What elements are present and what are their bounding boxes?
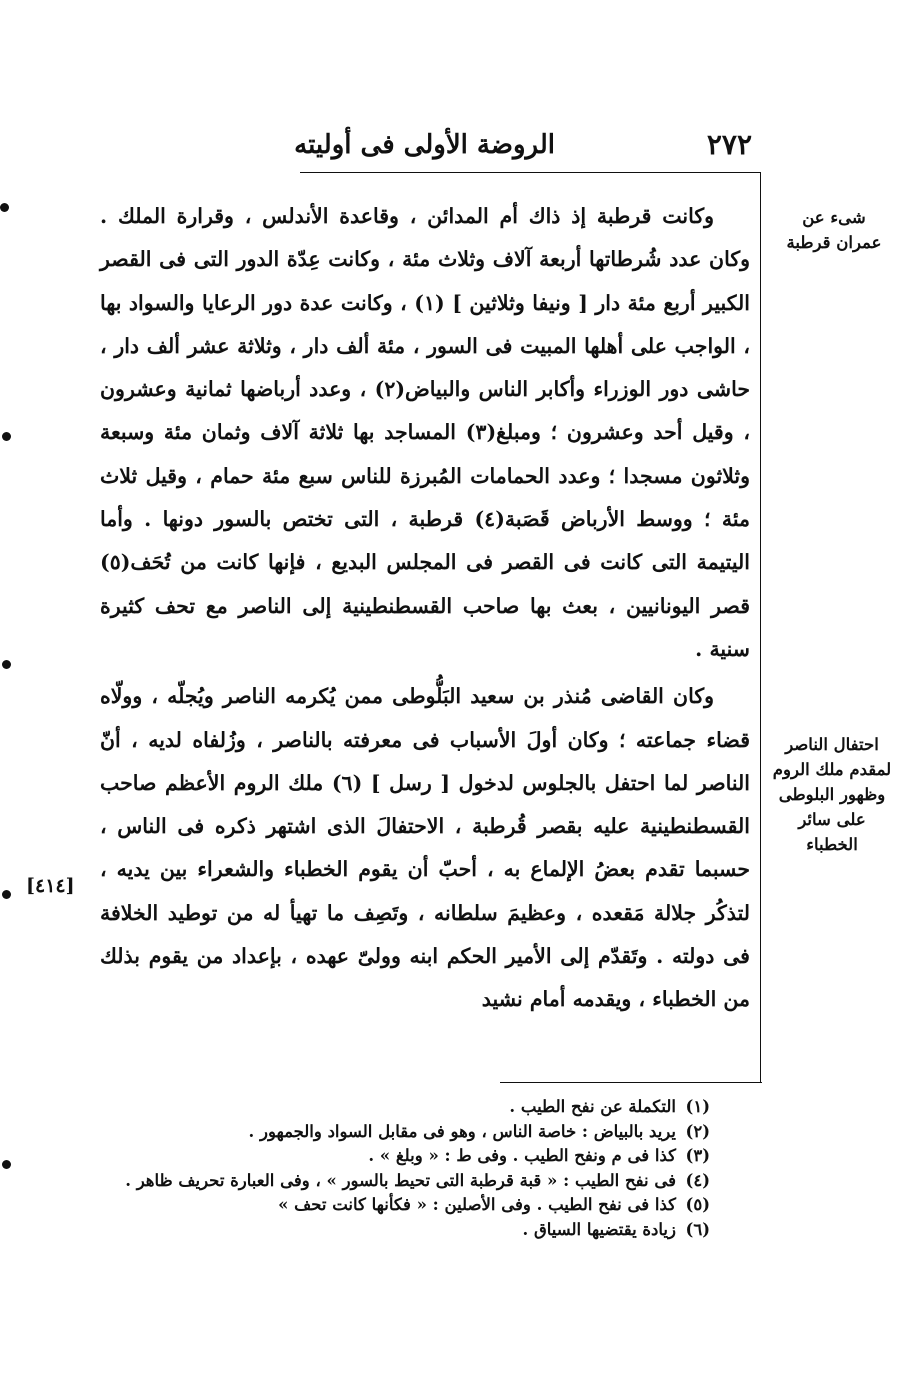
manuscript-page-ref: [٤١٤] <box>26 875 75 897</box>
paragraph: وكان القاضى مُنذر بن سعيد البَلُّوطى ممن يُكرمه الناصر ويُجلّه ، وولّاه قضاء جماعته ؛ وكان أولَ الأسباب فى معرفته بالناصر ، وزُلفاه لديه ، أنّ الناصر لما احتفل بالجلوس لدخول [ رسل ] (٦) ملك الروم الأعظم صاحب القسطنطينية عليه بقصر قُرطبة ، الاحتفالَ الذى اشتهر ذكره فى الناس ، حسبما تقدم بعضُ الإلماع به ، أحبّ أن يقوم الخطباء والشعراء بين يديه ، لتذكُر جلالة مَقعده ، وعظيمَ سلطانه ، وتَصِف ما تهيأ له من توطيد الخلافة فى دولته . وتَقدّم إلى الأمير الحكم ابنه وولىّ عهده ، بإعداد من يقوم بذلك من الخطباء ، ويقدمه أمام نشيد <box>100 684 750 1012</box>
header-rule <box>300 172 760 173</box>
paragraph: وكانت قرطبة إذ ذاك أم المدائن ، وقاعدة الأندلس ، وقرارة الملك . وكان عدد شُرطاتها أربعة آلاف وثلاث مئة ، وكانت عِدّة الدور التى فى القصر الكبير أربع مئة دار [ ونيفا وثلاثين ] (١) ، وكانت عدة دور الرعايا والسواد بها ، الواجب على أهلها المبيت فى السور ، مئة ألف دار ، وثلاثة عشر ألف دار ، حاشى دور الوزراء وأكابر الناس والبياض(٢) ، وعدد أرباضها ثمانية وعشرون ، وقيل أحد وعشرون ؛ ومبلغ(٣) المساجد بها ثلاثة آلاف وثمان مئة وسبعة وثلاثون مسجدا ؛ وعدد الحمامات المُبرزة للناس سبع مئة حمام ، وقيل ثلاث مئة ؛ ووسط الأرباض قَصَبة(٤) قرطبة ، التى تختص بالسور دونها . وأما اليتيمة التى كانت فى القصر فى المجلس البديع ، فإنها كانت من تُحَف(٥) قصر اليونانيين ، بعث بها صاحب القسطنطينية إلى الناصر مع تحف كثيرة سنية . <box>100 204 751 661</box>
footnote-number: (٦) <box>685 1219 710 1239</box>
footnote-text: التكملة عن نفح الطيب . <box>509 1097 676 1116</box>
binding-hole <box>0 203 9 212</box>
binding-hole <box>2 432 11 441</box>
footnote-rule <box>500 1082 762 1083</box>
margin-rule <box>760 172 761 1082</box>
footnote-text: كذا فى م ونفح الطيب . وفى ط : « وبلغ » . <box>368 1146 676 1166</box>
footnote <box>180 1095 710 1120</box>
body-text <box>100 195 750 1022</box>
footnote-number: (٥) <box>685 1195 710 1215</box>
binding-hole <box>2 890 11 899</box>
footnote <box>180 1218 710 1243</box>
footnote-number: (٤) <box>685 1170 710 1190</box>
running-title: الروضة الأولى فى أوليته <box>294 130 555 160</box>
margin-note-cordoba: شىء عن عمران قرطبة <box>786 208 882 252</box>
running-head <box>294 128 760 168</box>
footnote-text: زيادة يقتضيها السياق . <box>522 1219 676 1239</box>
margin-note-celebration: احتفال الناصر لمقدم ملك الروم وظهور البلوطى على سائر الخطباء <box>772 735 892 854</box>
footnotes <box>125 1095 710 1243</box>
footnote <box>180 1144 710 1169</box>
footnote-number: (٣) <box>685 1146 710 1166</box>
binding-hole <box>2 660 11 669</box>
footnote-text: كذا فى نفح الطيب . وفى الأصلين : « فكأنها كانت تحف » <box>278 1195 676 1215</box>
footnote-text: فى نفح الطيب : « قبة قرطبة التى تحيط بالسور » ، وفى العبارة تحريف ظاهر . <box>125 1170 676 1190</box>
footnote <box>125 1169 710 1194</box>
footnote-number: (١) <box>685 1097 710 1116</box>
footnote <box>180 1120 710 1145</box>
footnote-text: يريد بالبياض : خاصة الناس ، وهو فى مقابل السواد والجمهور . <box>248 1121 676 1141</box>
footnote <box>180 1193 710 1218</box>
page-number: ٢٧٢ <box>706 128 752 161</box>
binding-hole <box>2 1160 11 1169</box>
footnote-number: (٢) <box>685 1121 710 1141</box>
